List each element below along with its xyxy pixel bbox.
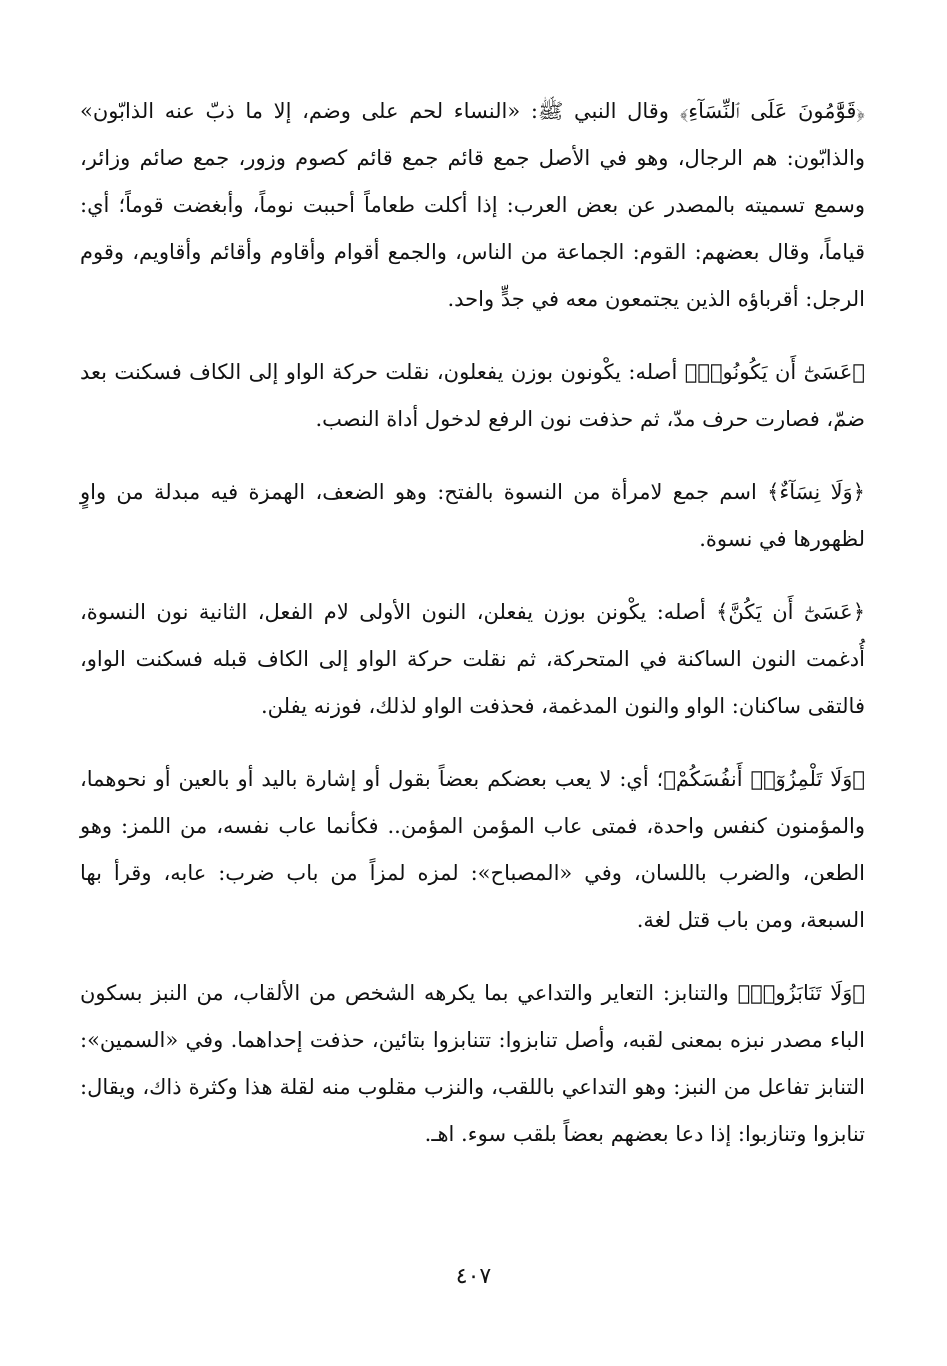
paragraph-qawwamun — [80, 88, 865, 323]
quran-quote: ﴿وَلَا نِسَآءٌ﴾ — [767, 480, 865, 504]
page-body — [80, 88, 865, 1184]
quran-quote: ﴿عَسَىٰٓ أَن يَكُونُوا۟﴾ — [684, 360, 865, 384]
paragraph-text: وقال النبي ﷺ: «النساء لحم على وضم، إلا ما ذبّ عنه الذابّون» والذابّون: هم الرجال، وهو في الأصل جمع قائم جمع قائم كصوم وزور، جمع صائم وزائر، وسمع تسميته بالمصدر عن بعض العرب: إذا أكلت طعاماً أحببت نوماً، وأبغضت قوماً؛ أي: قياماً، وقال بعضهم: القوم: الجماعة من الناس، والجمع أقوام وأقاوم وأقائم وأقاويم، وقوم الرجل: أقرباؤه الذين يجتمعون معه في جدٍّ واحد. — [80, 99, 865, 311]
paragraph-asa-an-yakunna — [80, 589, 865, 730]
paragraph-wala-tanabazu — [80, 970, 865, 1158]
paragraph-text: ؛ أي: لا يعب بعضكم بعضاً بقول أو إشارة باليد أو بالعين أو نحوهما، والمؤمنون كنفس واحدة، فمتى عاب المؤمن المؤمن.. فكأنما عاب نفسه، من اللمز: وهو الطعن، والضرب باللسان، وفي «المصباح»: لمزه لمزاً من باب ضرب: عابه، وقرأ بها السبعة، ومن باب قتل لغة. — [80, 767, 865, 932]
paragraph-wala-nisa — [80, 469, 865, 563]
quran-quote: ﴿وَلَا تَنَابَزُوا۟﴾ — [737, 981, 865, 1005]
page-number: ٤٠٧ — [455, 1264, 492, 1289]
quran-quote: ﴿عَسَىٰٓ أَن يَكُنَّ﴾ — [716, 600, 865, 624]
quran-quote: ﴿قَوَّٰمُونَ عَلَى ٱلنِّسَآءِ﴾ — [679, 99, 865, 123]
paragraph-text: أصله: يكْونن بوزن يفعلن، النون الأولى لام الفعل، الثانية نون النسوة، أُدغمت النون الساكنة في المتحركة، ثم نقلت حركة الواو إلى الكاف قبله فسكنت الواو، فالتقى ساكنان: الواو والنون المدغمة، فحذفت الواو لذلك، فوزنه يفلن. — [80, 600, 865, 718]
paragraph-text: والتنابز: التعاير والتداعي بما يكرهه الشخص من الألقاب، من النبز بسكون الباء مصدر نبزه بمعنى لقبه، وأصل تنابزوا: تتنابزوا بتائين، حذفت إحداهما. وفي «السمين»: التنابز تفاعل من النبز: وهو التداعي باللقب، والنزب مقلوب منه لقلة هذا وكثرة ذاك، ويقال: تنابزوا وتنازبوا: إذا دعا بعضهم بعضاً بلقب سوء. اهـ. — [80, 981, 865, 1146]
paragraph-text: أصله: يكْونون بوزن يفعلون، نقلت حركة الواو إلى الكاف فسكنت بعد ضمّ، فصارت حرف مدّ، ثم حذفت نون الرفع لدخول أداة النصب. — [80, 360, 865, 431]
paragraph-asa-an-yakunu — [80, 349, 865, 443]
quran-quote: ﴿وَلَا تَلْمِزُوٓا۟ أَنفُسَكُمْ﴾ — [663, 767, 866, 791]
paragraph-text: اسم جمع لامرأة من النسوة بالفتح: وهو الضعف، الهمزة فيه مبدلة من واوٍ لظهورها في نسوة. — [80, 480, 865, 551]
paragraph-wala-talmizu — [80, 756, 865, 944]
